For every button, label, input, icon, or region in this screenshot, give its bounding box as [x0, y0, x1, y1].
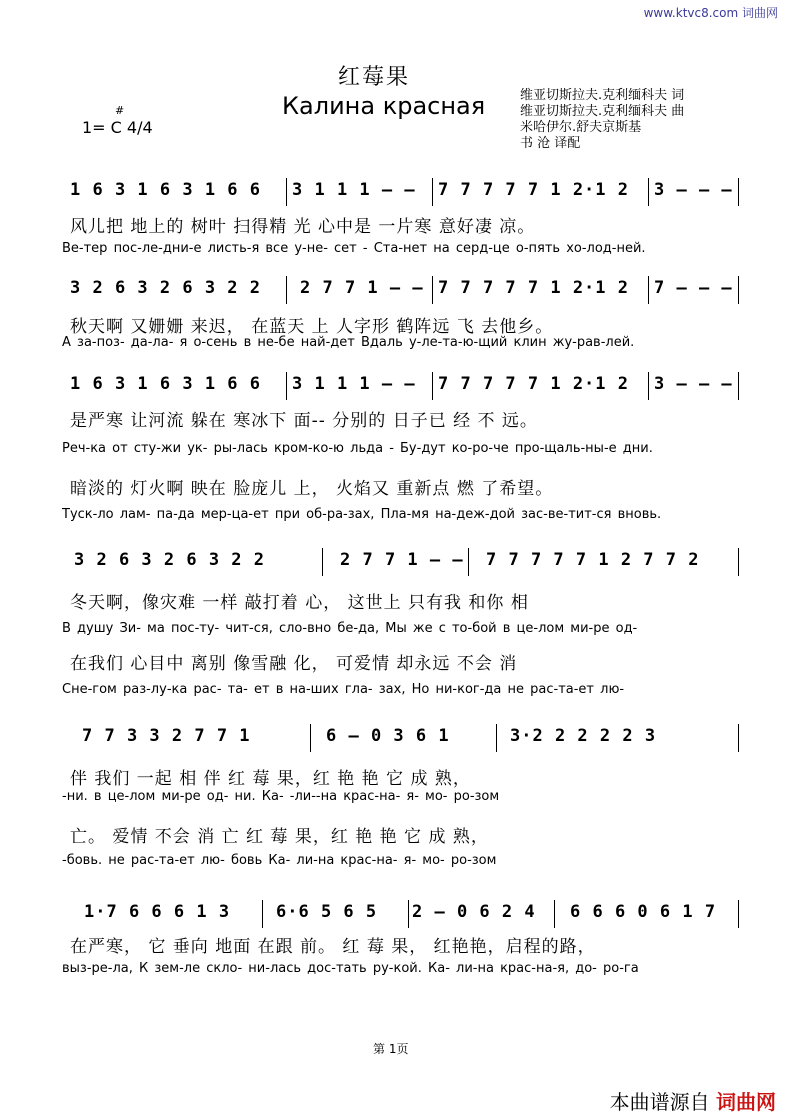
- barline: [738, 900, 739, 928]
- score-row-3: [70, 372, 740, 400]
- barline: [432, 372, 433, 400]
- lyrics-russian: Реч-ка от сту-жи ук- ры-лась кром-ко-ю льда - Бу-дут ко-ро-че про-щаль-ны-е дни.: [62, 441, 653, 456]
- measure: 3 1 1 1 – –: [292, 180, 416, 200]
- measure: 3 1 1 1 – –: [292, 374, 416, 394]
- measure: 2 – 0 6 2 4: [412, 902, 536, 922]
- barline: [262, 900, 263, 928]
- lyrics-chinese: 在我们 心目中 离别 像雪融 化， 可爱情 却永远 不会 消: [70, 654, 518, 674]
- measure: 2 7 7 1 – –: [340, 550, 464, 570]
- measure: 7 7 3 3 2 7 7 1: [82, 726, 251, 746]
- lyrics-russian: Туск-ло лам- па-да мер-ца-ет при об-ра-зах, Пла-мя на-деж-дой зас-ве-тит-ся вновь.: [62, 507, 662, 522]
- barline: [408, 900, 409, 928]
- lyrics-russian: -бовь. не рас-та-ет лю- бовь Ка- ли-на крас-на- я- мо- ро-зом: [62, 853, 497, 868]
- barline: [554, 900, 555, 928]
- song-title-russian: Калина красная: [282, 92, 486, 120]
- score-row-5: [70, 724, 740, 752]
- barline: [496, 724, 497, 752]
- credits: [520, 88, 684, 152]
- measure: 1 6 3 1 6 3 1 6 6: [70, 180, 261, 200]
- lyrics-chinese: 秋天啊 又姗姗 来迟， 在蓝天 上 人字形 鹤阵远 飞 去他乡。: [70, 317, 554, 337]
- barline: [738, 372, 739, 400]
- brand-prefix: 本曲谱源自: [609, 1090, 710, 1114]
- barline: [648, 372, 649, 400]
- measure: 7 7 7 7 7 1 2·1 2: [438, 278, 629, 298]
- brand-name[interactable]: 词曲网: [716, 1090, 776, 1114]
- lyrics-chinese: 是严寒 让河流 躲在 寒冰下 面-- 分别的 日子已 经 不 远。: [70, 411, 538, 431]
- lyrics-chinese: 暗淡的 灯火啊 映在 脸庞儿 上， 火焰又 重新点 燃 了希望。: [70, 479, 554, 499]
- lyrics-chinese: 亡。 爱情 不会 消 亡 红 莓 果，红 艳 艳 它 成 熟，: [70, 827, 489, 847]
- lyrics-chinese: 风儿把 地上的 树叶 扫得精 光 心中是 一片寒 意好凄 凉。: [70, 217, 536, 237]
- credit-music: 维亚切斯拉夫.克利缅科夫 曲: [520, 104, 685, 119]
- lyrics-russian: -ни. в це-лом ми-ре од- ни. Ка- -ли--на крас-на- я- мо- ро-зом: [62, 789, 500, 804]
- barline: [468, 548, 469, 576]
- score-row-6: [70, 900, 740, 928]
- barline: [286, 276, 287, 304]
- lyrics-chinese: 在严寒， 它 垂向 地面 在跟 前。 红 莓 果， 红艳艳，启程的路，: [70, 937, 596, 957]
- score-row-1: [70, 178, 740, 206]
- barline: [310, 724, 311, 752]
- credit-translation: 书 沧 译配: [520, 136, 581, 151]
- page-number: 第 1页: [373, 1042, 409, 1056]
- barline: [738, 276, 739, 304]
- key-signature: 1= C 4/4: [82, 118, 153, 137]
- measure: 3 2 6 3 2 6 3 2 2: [74, 550, 265, 570]
- credit-composer: 米哈伊尔.舒夫京斯基: [520, 120, 642, 135]
- sharp-sign: #: [115, 104, 125, 117]
- lyrics-chinese: 伴 我们 一起 相 伴 红 莓 果，红 艳 艳 它 成 熟，: [70, 769, 471, 789]
- measure: 3 – – –: [654, 180, 733, 200]
- measure: 7 7 7 7 7 1 2·1 2: [438, 374, 629, 394]
- measure: 7 – – –: [654, 278, 733, 298]
- measure: 6 – 0 3 6 1: [326, 726, 450, 746]
- barline: [286, 178, 287, 206]
- measure: 7 7 7 7 7 1 2·1 2: [438, 180, 629, 200]
- measure: 3·2 2 2 2 2 3: [510, 726, 657, 746]
- source-brand: [610, 1086, 776, 1115]
- barline: [648, 276, 649, 304]
- score-row-4: [70, 548, 740, 576]
- barline: [738, 724, 739, 752]
- measure: 1 6 3 1 6 3 1 6 6: [70, 374, 261, 394]
- measure: 3 2 6 3 2 6 3 2 2: [70, 278, 261, 298]
- barline: [322, 548, 323, 576]
- barline: [648, 178, 649, 206]
- measure: 2 7 7 1 – –: [300, 278, 424, 298]
- measure: 3 – – –: [654, 374, 733, 394]
- song-title-chinese: 红莓果: [338, 65, 411, 90]
- measure: 1·7 6 6 6 1 3: [84, 902, 231, 922]
- lyrics-russian: выз-ре-ла, К зем-ле скло- ни-лась дос-тать ру-кой. Ка- ли-на крас-на-я, до- ро-га: [62, 961, 639, 976]
- measure: 7 7 7 7 7 1 2 7 7 2: [486, 550, 700, 570]
- lyrics-russian: В душу Зи- ма пос-ту- чит-ся, сло-вно бе-да, Мы же с то-бой в це-лом ми-ре од-: [62, 621, 638, 636]
- measure: 6·6 5 6 5: [276, 902, 378, 922]
- barline: [738, 548, 739, 576]
- barline: [738, 178, 739, 206]
- barline: [286, 372, 287, 400]
- barline: [432, 178, 433, 206]
- lyrics-chinese: 冬天啊，像灾难 一样 敲打着 心， 这世上 只有我 和你 相: [70, 593, 529, 613]
- lyrics-russian: Ве-тер пос-ле-дни-е листь-я все у-не- сет - Ста-нет на серд-це о-пять хо-лод-ней.: [62, 241, 646, 256]
- score-row-2: [70, 276, 740, 304]
- lyrics-russian: Сне-гом раз-лу-ка рас- та- ет в на-ших гла- зах, Но ни-ког-да не рас-та-ет лю-: [62, 682, 625, 697]
- credit-lyrics: 维亚切斯拉夫.克利缅科夫 词: [520, 88, 685, 103]
- lyrics-russian: А за-поз- да-ла- я о-сень в не-бе най-дет Вдаль у-ле-та-ю-щий клин жу-рав-лей.: [62, 335, 635, 350]
- site-url[interactable]: www.ktvc8.com 词曲网: [643, 6, 778, 20]
- measure: 6 6 6 0 6 1 7: [570, 902, 717, 922]
- barline: [432, 276, 433, 304]
